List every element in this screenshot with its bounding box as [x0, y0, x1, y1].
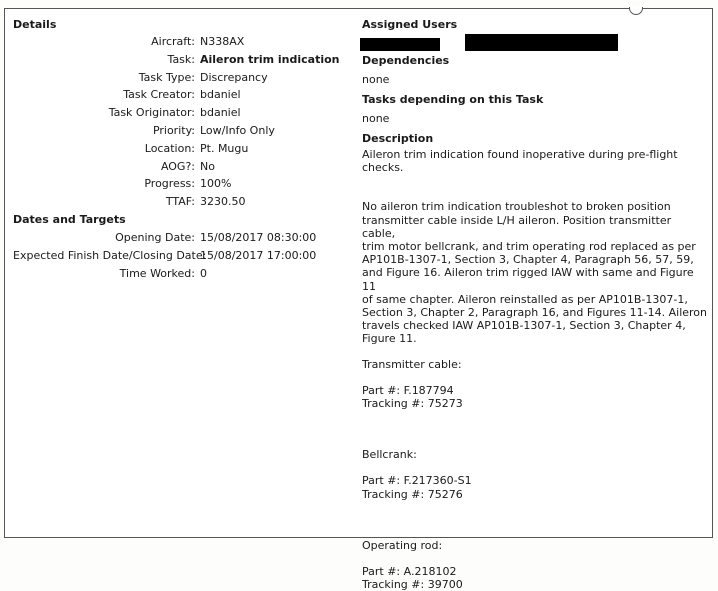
dependencies-value: none [362, 73, 390, 86]
work-line: No aileron trim indication troubleshot to broken position [362, 200, 671, 214]
field-label: Opening Date: [115, 230, 195, 244]
part-number: Part #: F.187794 [362, 383, 454, 397]
field-value: 15/08/2017 17:00:00 [200, 248, 317, 262]
details-heading: Details [13, 18, 57, 31]
field-row [13, 265, 353, 283]
field-value: Aileron trim indication [200, 52, 340, 66]
field-row [13, 193, 353, 211]
field-value: No [200, 159, 215, 173]
field-value: Low/Info Only [200, 123, 275, 137]
dates-list [13, 229, 353, 282]
dependencies-heading: Dependencies [362, 54, 450, 67]
field-label: TTAF: [165, 195, 195, 209]
field-label: Task Type: [138, 70, 195, 84]
field-label: Expected Finish Date/Closing Date: [13, 248, 207, 262]
work-line: of same chapter. Aileron reinstalled as per AP101B-1307-1, [362, 292, 688, 306]
part-title: Transmitter cable: [362, 357, 462, 371]
field-value: 3230.50 [200, 195, 246, 209]
tracking-number: Tracking #: 75276 [362, 487, 463, 501]
field-label: Time Worked: [119, 266, 195, 280]
field-label: Priority: [152, 123, 195, 137]
description-summary [362, 148, 707, 174]
field-label: Task: [167, 52, 195, 66]
field-value: N338AX [200, 35, 245, 48]
part-entry [362, 448, 707, 501]
field-value: 100% [200, 177, 232, 191]
part-number: Part #: A.218102 [362, 565, 457, 579]
work-line: Section 3, Chapter 2, Paragraph 16, and Figures 11-14. Aileron [362, 306, 708, 320]
tracking-number: Tracking #: 39700 [362, 578, 463, 591]
field-label: Task Creator: [123, 88, 195, 102]
punch-mark [629, 7, 643, 15]
description-work [362, 200, 707, 345]
field-row [13, 247, 353, 265]
dates-heading: Dates and Targets [13, 212, 126, 226]
task-detail-sheet [4, 8, 713, 591]
field-value: Pt. Mugu [200, 141, 249, 155]
part-title: Operating rod: [362, 538, 443, 552]
part-number: Part #: F.217360-S1 [362, 474, 472, 488]
work-line: and Figure 16. Aileron trim rigged IAW with same and Figure 11 [362, 266, 694, 293]
field-row [13, 104, 353, 122]
details-list [13, 33, 353, 211]
parts-list [362, 358, 707, 591]
work-line: travels checked IAW AP101B-1307-1, Section 3, Chapter 4, [362, 319, 686, 333]
field-row [13, 229, 353, 247]
field-row [13, 158, 353, 176]
dependents-value: none [362, 112, 390, 125]
field-row [13, 122, 353, 140]
field-row [13, 86, 353, 104]
info-column [362, 16, 707, 591]
field-label: Aircraft: [151, 35, 195, 48]
summary-line: checks. [362, 161, 404, 175]
field-row [13, 140, 353, 158]
dependents-heading: Tasks depending on this Task [362, 93, 544, 106]
field-label: AOG?: [160, 159, 195, 173]
work-line: transmitter cable inside L/H aileron. Position transmitter cable, [362, 213, 672, 240]
field-label: Task Originator: [108, 106, 195, 120]
field-row [13, 51, 353, 69]
field-value: 0 [200, 266, 207, 280]
field-row [13, 69, 353, 87]
redacted-user [465, 34, 618, 51]
field-label: Location: [144, 141, 195, 155]
part-entry [362, 358, 707, 411]
tracking-number: Tracking #: 75273 [362, 397, 463, 411]
field-value: bdaniel [200, 88, 241, 102]
assigned-users-heading: Assigned Users [362, 18, 458, 31]
field-value: Discrepancy [200, 70, 268, 84]
work-line: AP101B-1307-1, Section 3, Chapter 4, Paragraph 56, 57, 59, [362, 253, 694, 267]
field-value: bdaniel [200, 106, 241, 120]
part-entry [362, 539, 707, 591]
field-row [13, 175, 353, 193]
part-title: Bellcrank: [362, 448, 417, 462]
redacted-user [360, 38, 440, 51]
details-column [13, 16, 353, 282]
summary-line: Aileron trim indication found inoperative during pre-flight [362, 148, 678, 161]
field-label: Progress: [144, 177, 195, 191]
work-line: trim motor bellcrank, and trim operating rod replaced as per [362, 240, 696, 254]
description-heading: Description [362, 132, 434, 145]
field-value: 15/08/2017 08:30:00 [200, 230, 317, 244]
field-row [13, 33, 353, 51]
work-line: Figure 11. [362, 332, 417, 346]
